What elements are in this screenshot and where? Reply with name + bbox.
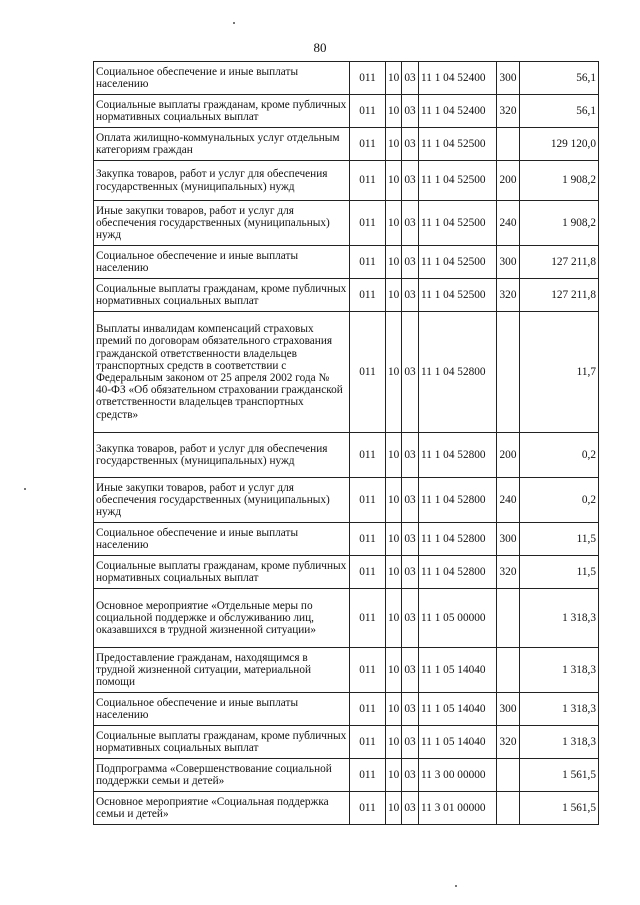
table-row bbox=[94, 648, 599, 693]
target-article-cell: 11 1 05 00000 bbox=[419, 589, 497, 648]
target-article-cell: 11 1 04 52500 bbox=[419, 161, 497, 201]
section-code-cell: 10 bbox=[386, 693, 402, 726]
table-row bbox=[94, 201, 599, 246]
subsection-code-cell: 03 bbox=[402, 759, 419, 792]
section-code-cell: 10 bbox=[386, 648, 402, 693]
ministry-code-cell: 011 bbox=[350, 478, 386, 523]
section-code-cell: 10 bbox=[386, 556, 402, 589]
target-article-cell: 11 1 04 52800 bbox=[419, 556, 497, 589]
ministry-code-cell: 011 bbox=[350, 792, 386, 825]
budget-table-body bbox=[94, 62, 599, 825]
amount-cell: 1 318,3 bbox=[520, 693, 599, 726]
expense-type-cell: 320 bbox=[497, 556, 520, 589]
row-name-cell: Основное мероприятие «Социальная поддержка семьи и детей» bbox=[94, 792, 350, 825]
expense-type-cell bbox=[497, 128, 520, 161]
target-article-cell: 11 1 04 52800 bbox=[419, 312, 497, 433]
target-article-cell: 11 1 04 52400 bbox=[419, 62, 497, 95]
row-name-cell: Закупка товаров, работ и услуг для обеспечения государственных (муниципальных) нужд bbox=[94, 161, 350, 201]
target-article-cell: 11 1 04 52500 bbox=[419, 246, 497, 279]
subsection-code-cell: 03 bbox=[402, 693, 419, 726]
target-article-cell: 11 1 04 52500 bbox=[419, 128, 497, 161]
ministry-code-cell: 011 bbox=[350, 523, 386, 556]
subsection-code-cell: 03 bbox=[402, 312, 419, 433]
expense-type-cell: 300 bbox=[497, 62, 520, 95]
section-code-cell: 10 bbox=[386, 759, 402, 792]
row-name-cell: Социальное обеспечение и иные выплаты населению bbox=[94, 246, 350, 279]
table-row bbox=[94, 433, 599, 478]
section-code-cell: 10 bbox=[386, 246, 402, 279]
ministry-code-cell: 011 bbox=[350, 279, 386, 312]
row-name-cell: Социальные выплаты гражданам, кроме публичных нормативных социальных выплат bbox=[94, 556, 350, 589]
scan-speck bbox=[24, 488, 26, 490]
section-code-cell: 10 bbox=[386, 589, 402, 648]
row-name-cell: Социальное обеспечение и иные выплаты населению bbox=[94, 523, 350, 556]
ministry-code-cell: 011 bbox=[350, 312, 386, 433]
amount-cell: 1 318,3 bbox=[520, 648, 599, 693]
subsection-code-cell: 03 bbox=[402, 648, 419, 693]
ministry-code-cell: 011 bbox=[350, 589, 386, 648]
expense-type-cell: 300 bbox=[497, 523, 520, 556]
table-row bbox=[94, 246, 599, 279]
section-code-cell: 10 bbox=[386, 792, 402, 825]
row-name-cell: Социальное обеспечение и иные выплаты населению bbox=[94, 693, 350, 726]
target-article-cell: 11 1 04 52400 bbox=[419, 95, 497, 128]
amount-cell: 11,5 bbox=[520, 556, 599, 589]
row-name-cell: Социальные выплаты гражданам, кроме публичных нормативных социальных выплат bbox=[94, 726, 350, 759]
expense-type-cell: 300 bbox=[497, 693, 520, 726]
amount-cell: 56,1 bbox=[520, 95, 599, 128]
amount-cell: 1 908,2 bbox=[520, 161, 599, 201]
ministry-code-cell: 011 bbox=[350, 556, 386, 589]
ministry-code-cell: 011 bbox=[350, 128, 386, 161]
expense-type-cell bbox=[497, 759, 520, 792]
amount-cell: 127 211,8 bbox=[520, 246, 599, 279]
expense-type-cell bbox=[497, 648, 520, 693]
expense-type-cell: 200 bbox=[497, 161, 520, 201]
target-article-cell: 11 1 05 14040 bbox=[419, 648, 497, 693]
section-code-cell: 10 bbox=[386, 62, 402, 95]
target-article-cell: 11 3 00 00000 bbox=[419, 759, 497, 792]
subsection-code-cell: 03 bbox=[402, 128, 419, 161]
expense-type-cell bbox=[497, 312, 520, 433]
amount-cell: 1 561,5 bbox=[520, 759, 599, 792]
amount-cell: 11,5 bbox=[520, 523, 599, 556]
target-article-cell: 11 1 04 52800 bbox=[419, 523, 497, 556]
ministry-code-cell: 011 bbox=[350, 759, 386, 792]
scan-speck bbox=[455, 885, 457, 887]
subsection-code-cell: 03 bbox=[402, 62, 419, 95]
ministry-code-cell: 011 bbox=[350, 95, 386, 128]
subsection-code-cell: 03 bbox=[402, 478, 419, 523]
section-code-cell: 10 bbox=[386, 161, 402, 201]
amount-cell: 1 561,5 bbox=[520, 792, 599, 825]
table-row bbox=[94, 279, 599, 312]
section-code-cell: 10 bbox=[386, 128, 402, 161]
target-article-cell: 11 1 04 52800 bbox=[419, 433, 497, 478]
ministry-code-cell: 011 bbox=[350, 726, 386, 759]
ministry-code-cell: 011 bbox=[350, 161, 386, 201]
row-name-cell: Социальное обеспечение и иные выплаты населению bbox=[94, 62, 350, 95]
subsection-code-cell: 03 bbox=[402, 246, 419, 279]
target-article-cell: 11 1 05 14040 bbox=[419, 726, 497, 759]
ministry-code-cell: 011 bbox=[350, 62, 386, 95]
amount-cell: 1 318,3 bbox=[520, 589, 599, 648]
section-code-cell: 10 bbox=[386, 279, 402, 312]
row-name-cell: Выплаты инвалидам компенсаций страховых премий по договорам обязательного страхования гражданской ответственности владельцев транспортных средств в соответствии с Федеральным законом от 25 апреля 2002 года № 40-ФЗ «Об обязательном страховании гражданской ответственности владельцев транспортных средств» bbox=[94, 312, 350, 433]
subsection-code-cell: 03 bbox=[402, 726, 419, 759]
table-row bbox=[94, 95, 599, 128]
ministry-code-cell: 011 bbox=[350, 693, 386, 726]
target-article-cell: 11 1 04 52500 bbox=[419, 201, 497, 246]
expense-type-cell: 240 bbox=[497, 478, 520, 523]
amount-cell: 11,7 bbox=[520, 312, 599, 433]
amount-cell: 1 908,2 bbox=[520, 201, 599, 246]
subsection-code-cell: 03 bbox=[402, 95, 419, 128]
target-article-cell: 11 1 04 52500 bbox=[419, 279, 497, 312]
row-name-cell: Предоставление гражданам, находящимся в трудной жизненной ситуации, материальной помощи bbox=[94, 648, 350, 693]
row-name-cell: Социальные выплаты гражданам, кроме публичных нормативных социальных выплат bbox=[94, 95, 350, 128]
ministry-code-cell: 011 bbox=[350, 246, 386, 279]
table-row bbox=[94, 759, 599, 792]
table-row bbox=[94, 792, 599, 825]
amount-cell: 0,2 bbox=[520, 478, 599, 523]
row-name-cell: Иные закупки товаров, работ и услуг для обеспечения государственных (муниципальных) нужд bbox=[94, 478, 350, 523]
subsection-code-cell: 03 bbox=[402, 792, 419, 825]
amount-cell: 56,1 bbox=[520, 62, 599, 95]
row-name-cell: Подпрограмма «Совершенствование социальной поддержки семьи и детей» bbox=[94, 759, 350, 792]
table-row bbox=[94, 161, 599, 201]
table-row bbox=[94, 589, 599, 648]
expense-type-cell: 240 bbox=[497, 201, 520, 246]
table-row bbox=[94, 128, 599, 161]
row-name-cell: Социальные выплаты гражданам, кроме публичных нормативных социальных выплат bbox=[94, 279, 350, 312]
amount-cell: 129 120,0 bbox=[520, 128, 599, 161]
ministry-code-cell: 011 bbox=[350, 201, 386, 246]
subsection-code-cell: 03 bbox=[402, 556, 419, 589]
expense-type-cell: 200 bbox=[497, 433, 520, 478]
table-row bbox=[94, 693, 599, 726]
row-name-cell: Основное мероприятие «Отдельные меры по социальной поддержке и обслуживанию лиц, оказавшихся в трудной жизненной ситуации» bbox=[94, 589, 350, 648]
subsection-code-cell: 03 bbox=[402, 589, 419, 648]
section-code-cell: 10 bbox=[386, 523, 402, 556]
target-article-cell: 11 1 05 14040 bbox=[419, 693, 497, 726]
target-article-cell: 11 1 04 52800 bbox=[419, 478, 497, 523]
subsection-code-cell: 03 bbox=[402, 279, 419, 312]
table-row bbox=[94, 523, 599, 556]
subsection-code-cell: 03 bbox=[402, 523, 419, 556]
expense-type-cell: 320 bbox=[497, 726, 520, 759]
section-code-cell: 10 bbox=[386, 433, 402, 478]
subsection-code-cell: 03 bbox=[402, 201, 419, 246]
target-article-cell: 11 3 01 00000 bbox=[419, 792, 497, 825]
amount-cell: 1 318,3 bbox=[520, 726, 599, 759]
table-row bbox=[94, 62, 599, 95]
expense-type-cell: 320 bbox=[497, 279, 520, 312]
section-code-cell: 10 bbox=[386, 201, 402, 246]
row-name-cell: Оплата жилищно-коммунальных услуг отдельным категориям граждан bbox=[94, 128, 350, 161]
subsection-code-cell: 03 bbox=[402, 161, 419, 201]
table-row bbox=[94, 312, 599, 433]
amount-cell: 0,2 bbox=[520, 433, 599, 478]
budget-table bbox=[93, 61, 599, 825]
expense-type-cell bbox=[497, 589, 520, 648]
row-name-cell: Закупка товаров, работ и услуг для обеспечения государственных (муниципальных) нужд bbox=[94, 433, 350, 478]
expense-type-cell bbox=[497, 792, 520, 825]
subsection-code-cell: 03 bbox=[402, 433, 419, 478]
expense-type-cell: 320 bbox=[497, 95, 520, 128]
section-code-cell: 10 bbox=[386, 726, 402, 759]
scan-speck bbox=[233, 22, 235, 24]
expense-type-cell: 300 bbox=[497, 246, 520, 279]
ministry-code-cell: 011 bbox=[350, 433, 386, 478]
ministry-code-cell: 011 bbox=[350, 648, 386, 693]
amount-cell: 127 211,8 bbox=[520, 279, 599, 312]
page-number: 80 bbox=[313, 40, 327, 55]
row-name-cell: Иные закупки товаров, работ и услуг для обеспечения государственных (муниципальных) нужд bbox=[94, 201, 350, 246]
table-row bbox=[94, 478, 599, 523]
section-code-cell: 10 bbox=[386, 312, 402, 433]
section-code-cell: 10 bbox=[386, 478, 402, 523]
table-row bbox=[94, 726, 599, 759]
section-code-cell: 10 bbox=[386, 95, 402, 128]
table-row bbox=[94, 556, 599, 589]
